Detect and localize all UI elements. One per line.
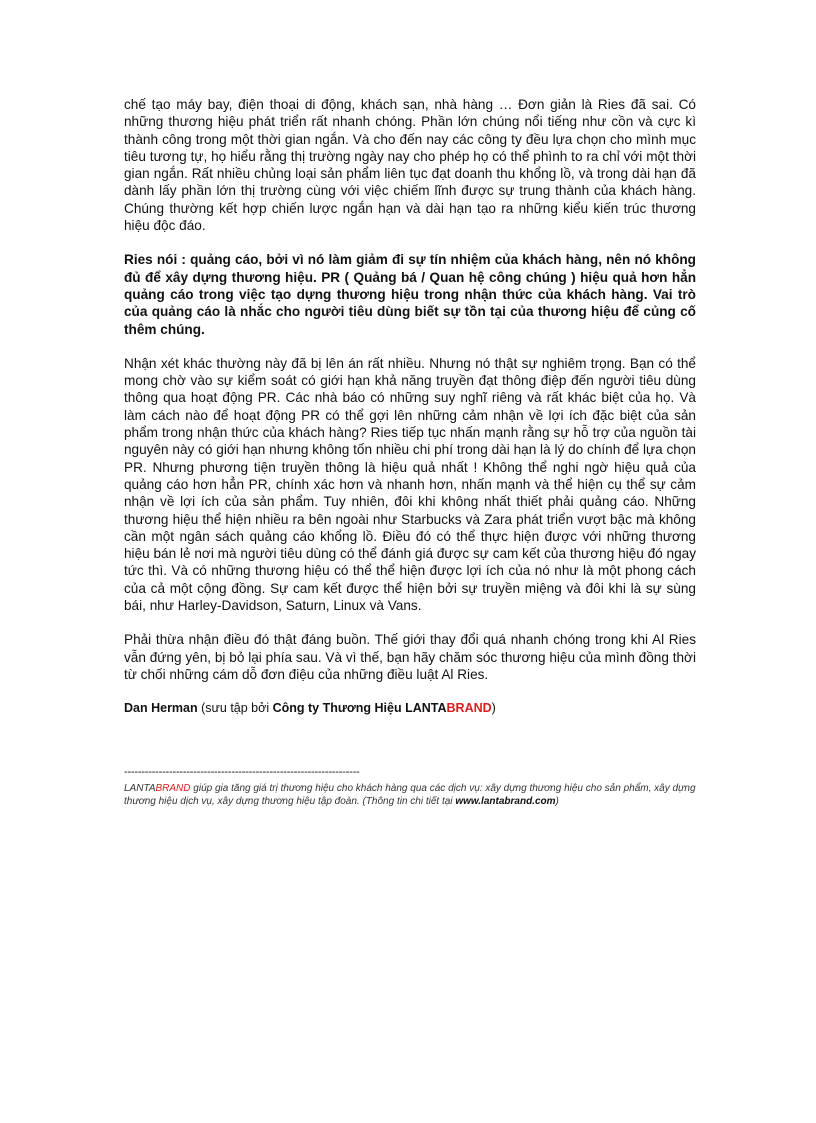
byline-brand: BRAND [446,701,492,716]
byline-close: ) [491,701,496,716]
footnote-brand: BRAND [155,783,191,794]
document-body [124,96,696,716]
byline-company: Công ty Thương Hiệu LANTA [272,701,447,716]
byline-author: Dan Herman [124,701,198,716]
paragraph-2-bold-quote: Ries nói : quảng cáo, bởi vì nó làm giảm đi sự tín nhiệm của khách hàng, nên nó không đủ để xây dựng thương hiệu. PR ( Quảng bá / Quan hệ công chúng ) hiệu quả hơn hẳn quảng cáo trong việc tạo dựng thương hiệu trong nhận thức của khách hàng. Vai trò của quảng cáo là nhắc cho người tiêu dùng biết sự tồn tại của thương hiệu để củng cố thêm chúng. [124,252,696,337]
footnote-lanta: LANTA [124,783,156,794]
byline-middle: (sưu tập bởi [197,701,273,716]
paragraph-3: Nhận xét khác thường này đã bị lên án rất nhiều. Nhưng nó thật sự nghiêm trọng. Bạn có thể mong chờ vào sự kiểm soát có giới hạn khả năng truyền đạt thông điệp đến người tiêu dùng thông qua hoạt động PR. Các nhà báo có những suy nghĩ riêng và rất khác biệt của họ. Và làm cách nào để hoạt động PR có thể gợi lên những cảm nhận về lợi ích đặc biệt của sản phẩm trong nhận thức của khách hàng? Ries tiếp tục nhấn mạnh rằng sự hỗ trợ của nguồn tài nguyên này có giới hạn nhưng không tốn nhiều chi phí trong dài hạn là lý do chính để lựa chọn PR. Nhưng phương tiện truyền thông là hiệu quả nhất ! Không thể nghi ngờ hiệu quả của quảng cáo hơn hẳn PR, chính xác hơn và nhanh hơn, nhấn mạnh và thể hiện cụ thể sự cảm nhận về lợi ích của sản phẩm. Tuy nhiên, đôi khi không nhất thiết phải quảng cáo. Những thương hiệu thể hiện nhiều ra bên ngoài như Starbucks và Zara phát triển vượt bậc mà không cần một ngân sách quảng cáo khổng lồ. Điều đó có thể thực hiện được với những thương hiệu bán lẻ nơi mà người tiêu dùng có thể đánh giá được sự cam kết của thương hiệu đó ngay tức thì. Và có những thương hiệu có thể thể hiện được lợi ích của nó như là một phong cách của cả một cộng đồng. Sự cam kết được thể hiện bởi sự truyền miệng và đôi khi là sự sùng bái, như Harley-Davidson, Saturn, Linux và Vans. [124,355,696,614]
footnote-separator: -------------------------------------------------------------------- [124,766,360,778]
footnote-close: ) [555,795,559,807]
footnote-text: giúp gia tăng giá trị thương hiệu cho khách hàng qua các dịch vụ: xây dựng thương hiệu cho sản phẩm, xây dựng thương hiệu dịch vụ, xây dựng thương hiệu tập đoàn. (Thông tin chi tiết tại [124,783,696,807]
byline [124,700,696,716]
paragraph-4: Phải thừa nhận điều đó thật đáng buồn. Thế giới thay đổi quá nhanh chóng trong khi Al Ries vẫn đứng yên, bị bỏ lại phía sau. Và vì thế, bạn hãy chăm sóc thương hiệu của mình đồng thời từ chối những cám dỗ đơn điệu của những điều luật Al Ries. [124,632,696,682]
footnote [124,783,696,808]
footnote-url[interactable]: www.lantabrand.com [455,795,556,807]
paragraph-1: chế tạo máy bay, điện thoại di động, khách sạn, nhà hàng … Đơn giản là Ries đã sai. Có những thương hiệu phát triển rất nhanh chóng. Phần lớn chúng nổi tiếng như cồn và cực kì thành công trong một thời gian ngắn. Và cho đến nay các công ty đều lựa chọn cho mình mục tiêu tương tự, họ hiểu rằng thị trường ngày nay cho phép họ có thể phình to ra chỉ với một thời gian ngắn. Rất nhiều chủng loại sản phẩm liên tục đạt doanh thu khổng lồ, và trong dài hạn đã dành lấy phần lớn thị trường cùng với việc chiếm lĩnh được sự trung thành của khách hàng. Chúng thường kết hợp chiến lược ngắn hạn và dài hạn tạo ra những kiểu kiến trúc thương hiệu độc đáo. [124,97,696,234]
